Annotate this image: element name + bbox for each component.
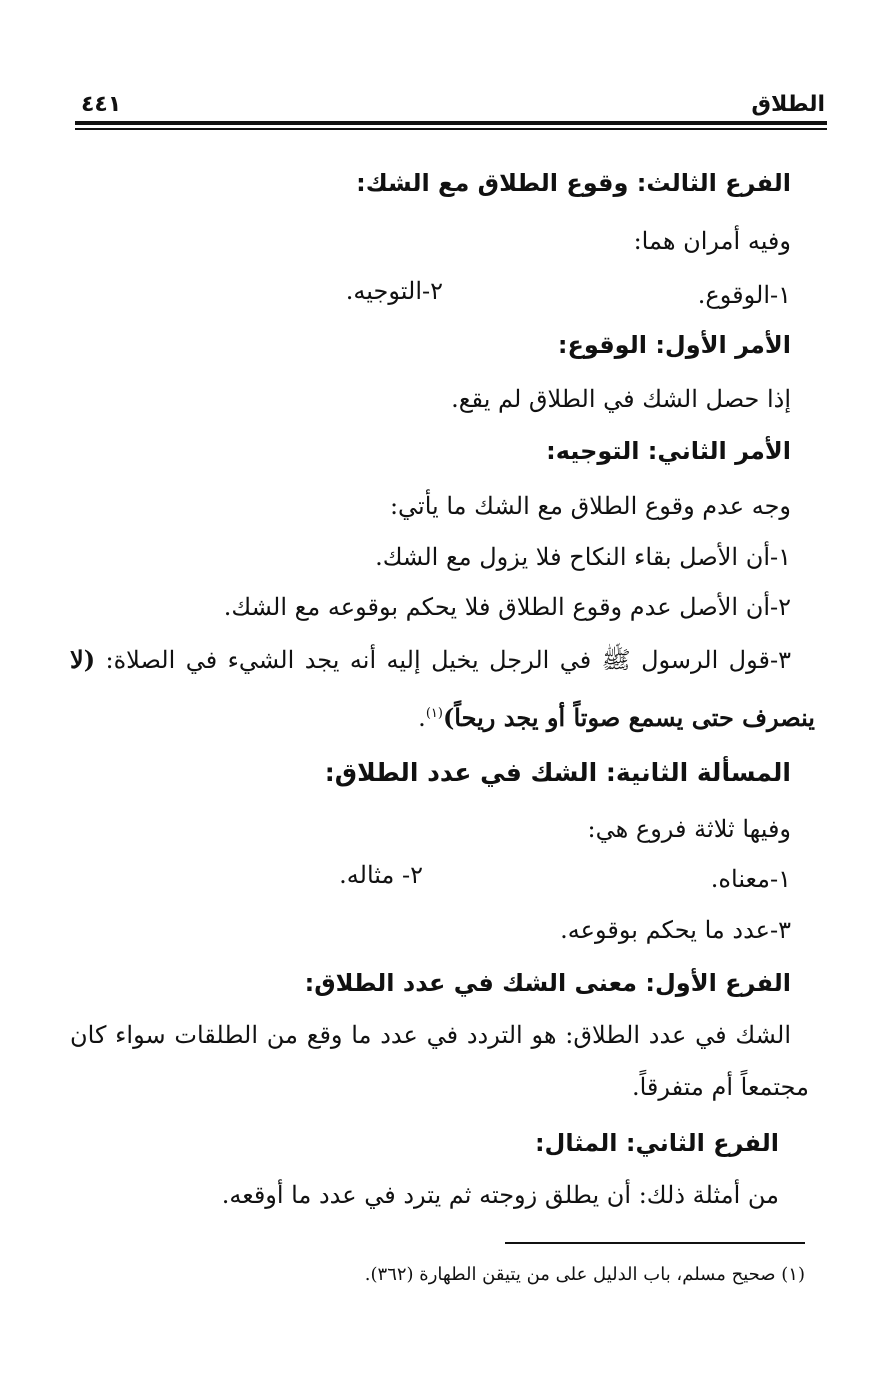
hadith-intro: ٣-قول الرسول ﷺ في الرجل يخيل إليه أنه يجد الشيء في الصلاة: xyxy=(105,646,791,674)
hadith-quote: ينصرف حتى يسمع صوتاً أو يجد ريحاً) xyxy=(442,703,815,732)
footnote-ref: (١) xyxy=(425,706,443,721)
chapter-title: الطلاق xyxy=(751,92,825,117)
heading-second-branch: الفرع الثاني: المثال: xyxy=(534,1129,779,1157)
hadith-quote-open: (لا xyxy=(70,645,96,674)
list-item xyxy=(70,643,791,677)
heading-first-matter: الأمر الأول: الوقوع: xyxy=(557,331,791,359)
paragraph: وفيها ثلاثة فروع هي: xyxy=(587,815,791,843)
list-item: ٢- مثاله. xyxy=(339,861,423,889)
heading-second-issue: المسألة الثانية: الشك في عدد الطلاق: xyxy=(324,758,791,787)
list-item: ٢-أن الأصل عدم وقوع الطلاق فلا يحكم بوقوعه مع الشك. xyxy=(223,593,791,621)
paragraph-line: الشك في عدد الطلاق: هو التردد في عدد ما وقع من الطلقات سواء كان xyxy=(70,1021,791,1049)
paragraph: إذا حصل الشك في الطلاق لم يقع. xyxy=(451,385,791,413)
header-rule-thin xyxy=(75,128,827,130)
paragraph: وجه عدم وقوع الطلاق مع الشك ما يأتي: xyxy=(389,492,791,520)
page-number: ٤٤١ xyxy=(81,92,122,117)
header-rule-thick xyxy=(75,121,827,125)
paragraph-line: مجتمعاً أم متفرقاً. xyxy=(631,1073,809,1101)
list-item: ١-معناه. xyxy=(710,865,791,893)
heading-third-branch: الفرع الثالث: وقوع الطلاق مع الشك: xyxy=(356,169,791,197)
footnote-rule xyxy=(505,1242,805,1244)
paragraph: من أمثلة ذلك: أن يطلق زوجته ثم يترد في عدد ما أوقعه. xyxy=(221,1181,779,1209)
running-header xyxy=(75,92,825,122)
heading-first-branch: الفرع الأول: معنى الشك في عدد الطلاق: xyxy=(304,969,791,997)
heading-second-matter: الأمر الثاني: التوجيه: xyxy=(546,437,791,465)
paragraph: وفيه أمران هما: xyxy=(633,227,791,255)
period: . xyxy=(418,704,426,732)
footnote: (١) صحيح مسلم، باب الدليل على من يتيقن الطهارة (٣٦٢). xyxy=(364,1264,805,1285)
list-item: ٢-التوجيه. xyxy=(345,277,443,305)
list-item: ١-أن الأصل بقاء النكاح فلا يزول مع الشك. xyxy=(375,543,791,571)
hadith-line xyxy=(418,697,815,735)
list-item: ٣-عدد ما يحكم بوقوعه. xyxy=(560,916,791,944)
list-item: ١-الوقوع. xyxy=(697,281,791,309)
